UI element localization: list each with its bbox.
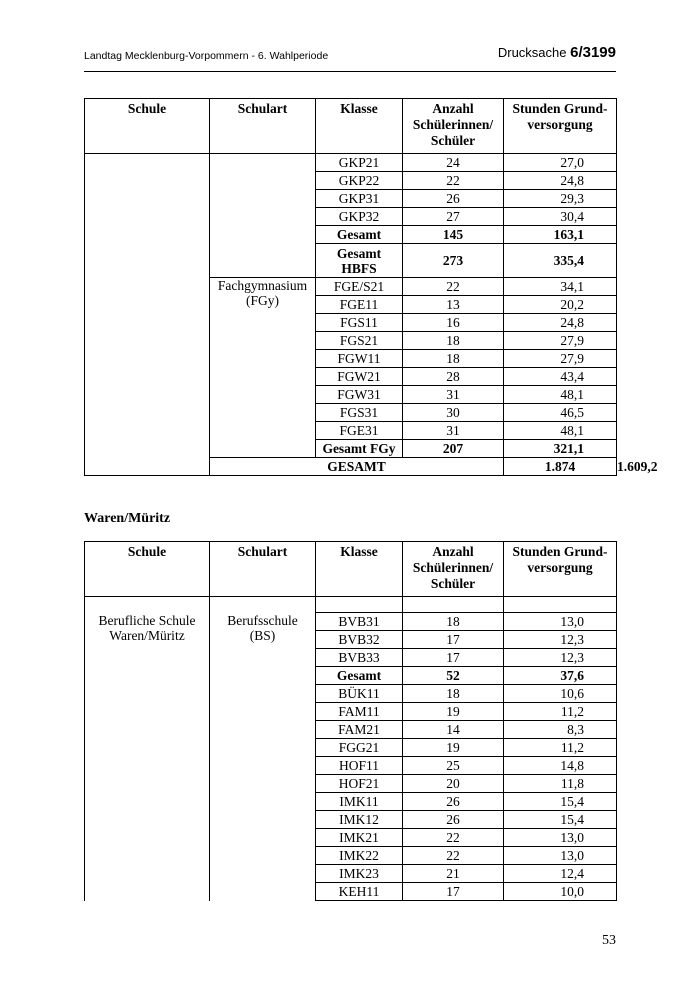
stunden-cell: 27,9 (504, 332, 617, 350)
klasse-cell: Gesamt FGy (316, 440, 403, 458)
col-stunden: Stunden Grund- versorgung (504, 99, 617, 154)
stunden-cell: 20,2 (504, 296, 617, 314)
col-schulart: Schulart (210, 542, 316, 597)
anzahl-cell: 18 (403, 613, 504, 631)
stunden-cell: 13,0 (504, 829, 617, 847)
stunden-cell: 8,3 (504, 721, 617, 739)
anzahl-cell: 30 (403, 404, 504, 422)
klasse-cell: FGW31 (316, 386, 403, 404)
stunden-cell: 27,9 (504, 350, 617, 368)
klasse-cell: KEH11 (316, 883, 403, 901)
klasse-cell: FGW21 (316, 368, 403, 386)
stunden-cell: 10,0 (504, 883, 617, 901)
stunden-cell: 48,1 (504, 386, 617, 404)
klasse-cell: FGW11 (316, 350, 403, 368)
stunden-cell: 13,0 (504, 847, 617, 865)
stunden-cell: 11,2 (504, 703, 617, 721)
anzahl-cell: 273 (403, 244, 504, 278)
col-anzahl: Anzahl Schülerinnen/ Schüler (403, 542, 504, 597)
col-schule: Schule (85, 542, 210, 597)
stunden-cell: 48,1 (504, 422, 617, 440)
klasse-cell: Gesamt (316, 226, 403, 244)
stunden-cell: 10,6 (504, 685, 617, 703)
klasse-cell: IMK22 (316, 847, 403, 865)
stunden-cell: 163,1 (504, 226, 617, 244)
stunden-cell: 335,4 (504, 244, 617, 278)
col-schulart: Schulart (210, 99, 316, 154)
klasse-cell: IMK21 (316, 829, 403, 847)
stunden-cell: 14,8 (504, 757, 617, 775)
schulart-berufsschule: Berufsschule (BS) (210, 597, 316, 901)
anzahl-cell: 24 (403, 154, 504, 172)
table-row (85, 154, 617, 172)
anzahl-cell: 207 (403, 440, 504, 458)
anzahl-cell: 28 (403, 368, 504, 386)
anzahl-cell: 19 (403, 739, 504, 757)
anzahl-cell: 13 (403, 296, 504, 314)
klasse-cell: FGE/S21 (316, 278, 403, 296)
stunden-cell: 34,1 (504, 278, 617, 296)
stunden-cell: 43,4 (504, 368, 617, 386)
stunden-cell: 30,4 (504, 208, 617, 226)
anzahl-cell: 14 (403, 721, 504, 739)
klasse-cell: FAM11 (316, 703, 403, 721)
anzahl-cell: 19 (403, 703, 504, 721)
header-document-number: Drucksache 6/3199 (497, 44, 616, 61)
klasse-cell: BVB32 (316, 631, 403, 649)
klasse-cell: HOF21 (316, 775, 403, 793)
anzahl-cell: 25 (403, 757, 504, 775)
klasse-cell: HOF11 (316, 757, 403, 775)
klasse-cell: Gesamt HBFS (316, 244, 403, 278)
klasse-cell: IMK12 (316, 811, 403, 829)
klasse-cell: Gesamt (316, 667, 403, 685)
klasse-cell: FGS31 (316, 404, 403, 422)
klasse-cell: GKP22 (316, 172, 403, 190)
klasse-cell: FGE11 (316, 296, 403, 314)
stunden-cell: 12,3 (504, 631, 617, 649)
page-header (84, 44, 616, 72)
anzahl-cell: 31 (403, 422, 504, 440)
klasse-cell: BVB31 (316, 613, 403, 631)
anzahl-cell: 145 (403, 226, 504, 244)
klasse-cell: FAM21 (316, 721, 403, 739)
anzahl-cell: 18 (403, 332, 504, 350)
stunden-cell: 12,4 (504, 865, 617, 883)
anzahl-cell: 17 (403, 649, 504, 667)
spacer-row (85, 597, 617, 613)
anzahl-cell: 18 (403, 685, 504, 703)
anzahl-cell: 18 (403, 350, 504, 368)
klasse-cell: GKP32 (316, 208, 403, 226)
anzahl-cell: 22 (403, 829, 504, 847)
stunden-cell: 11,8 (504, 775, 617, 793)
anzahl-cell: 52 (403, 667, 504, 685)
stunden-cell: 29,3 (504, 190, 617, 208)
anzahl-cell: 22 (403, 172, 504, 190)
table-header-row (85, 542, 617, 597)
stunden-cell: 15,4 (504, 793, 617, 811)
section-title: Waren/Müritz (84, 511, 171, 526)
klasse-cell: GKP21 (316, 154, 403, 172)
anzahl-cell: 20 (403, 775, 504, 793)
klasse-cell: BVB33 (316, 649, 403, 667)
anzahl-cell: 16 (403, 314, 504, 332)
schule-berufliche-schule: Berufliche Schule Waren/Müritz (85, 597, 210, 901)
grand-total-row: GESAMT 1.874 1.609,2 (85, 458, 617, 476)
anzahl-cell: 26 (403, 190, 504, 208)
col-stunden: Stunden Grund- versorgung (504, 542, 617, 597)
anzahl-cell: 21 (403, 865, 504, 883)
stunden-cell: 321,1 (504, 440, 617, 458)
col-anzahl: Anzahl Schülerinnen/ Schüler (403, 99, 504, 154)
table-header-row (85, 99, 617, 154)
page-number: 53 (602, 933, 616, 948)
schule-cell-empty (85, 154, 210, 476)
anzahl-cell: 17 (403, 883, 504, 901)
klasse-cell: IMK23 (316, 865, 403, 883)
anzahl-cell: 26 (403, 793, 504, 811)
stunden-cell: 37,6 (504, 667, 617, 685)
total-anzahl: 1.874 (504, 458, 617, 476)
anzahl-cell: 31 (403, 386, 504, 404)
col-klasse: Klasse (316, 542, 403, 597)
stunden-cell: 24,8 (504, 172, 617, 190)
anzahl-cell: 22 (403, 278, 504, 296)
schulart-fachgymnasium: Fachgymnasium (FGy) (210, 278, 316, 458)
table-waren-mueritz (84, 541, 617, 901)
stunden-cell: 15,4 (504, 811, 617, 829)
klasse-cell: IMK11 (316, 793, 403, 811)
stunden-cell: 12,3 (504, 649, 617, 667)
klasse-cell: GKP31 (316, 190, 403, 208)
col-klasse: Klasse (316, 99, 403, 154)
total-label: GESAMT (210, 458, 504, 476)
stunden-cell: 13,0 (504, 613, 617, 631)
stunden-cell: 27,0 (504, 154, 617, 172)
anzahl-cell: 17 (403, 631, 504, 649)
anzahl-cell: 27 (403, 208, 504, 226)
col-schule: Schule (85, 99, 210, 154)
klasse-cell: BÜK11 (316, 685, 403, 703)
klasse-cell: FGS21 (316, 332, 403, 350)
stunden-cell: 11,2 (504, 739, 617, 757)
stunden-cell: 24,8 (504, 314, 617, 332)
table-continued (84, 98, 658, 476)
klasse-cell: FGG21 (316, 739, 403, 757)
klasse-cell: FGS11 (316, 314, 403, 332)
schulart-cell-empty (210, 154, 316, 278)
stunden-cell: 46,5 (504, 404, 617, 422)
klasse-cell: FGE31 (316, 422, 403, 440)
anzahl-cell: 22 (403, 847, 504, 865)
anzahl-cell: 26 (403, 811, 504, 829)
header-parliament: Landtag Mecklenburg-Vorpommern - 6. Wahlperiode (84, 50, 329, 62)
